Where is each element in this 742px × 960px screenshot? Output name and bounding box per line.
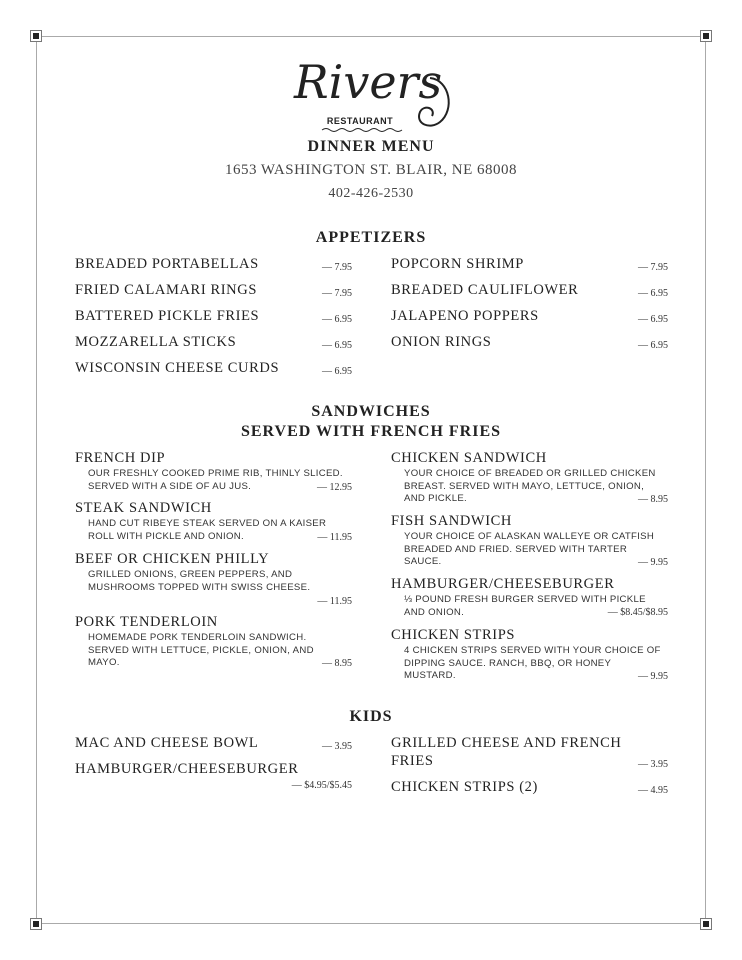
menu-title: DINNER MENU [307, 138, 435, 155]
appetizer-name: ONION RINGS [391, 334, 492, 350]
sandwich-price: — 11.95 [317, 596, 352, 607]
kids-item-price: — 3.95 [638, 759, 668, 770]
sandwich-price: — $8.45/$8.95 [607, 607, 668, 618]
appetizer-name: BREADED PORTABELLAS [75, 256, 259, 272]
svg-text:RESTAURANT: RESTAURANT [326, 116, 394, 126]
kids-item-price: — 3.95 [322, 741, 352, 752]
appetizer-price: — 6.95 [322, 314, 352, 325]
sandwich-description: 4 CHICKEN STRIPS SERVED WITH YOUR CHOICE OF DIPPING SAUCE. RANCH, BBQ, OR HONEY MUSTARD. [404, 645, 661, 681]
kids-item-price: — 4.95 [638, 785, 668, 796]
appetizer-name: BREADED CAULIFLOWER [391, 282, 579, 298]
sandwich-price: — 8.95 [322, 658, 352, 669]
svg-text:Rivers: Rivers [294, 55, 443, 109]
sandwiches-subheading: SERVED WITH FRENCH FRIES [240, 423, 502, 440]
sandwich-description: ⅓ POUND FRESH BURGER SERVED WITH PICKLE AND ONION. [404, 594, 646, 618]
sandwich-description: YOUR CHOICE OF ALASKAN WALLEYE OR CATFISH BREADED AND FRIED. SERVED WITH TARTER SAUCE. [404, 531, 655, 567]
sandwich-description: GRILLED ONIONS, GREEN PEPPERS, AND MUSHROOMS TOPPED WITH SWISS CHEESE. [88, 569, 311, 593]
sandwich-price: — 8.95 [638, 494, 668, 505]
sandwich-name: HAMBURGER/CHEESEBURGER [391, 576, 615, 592]
appetizer-price: — 6.95 [638, 340, 668, 351]
sandwich-description: HAND CUT RIBEYE STEAK SERVED ON A KAISER ROLL WITH PICKLE AND ONION. [88, 518, 327, 542]
appetizer-price: — 6.95 [322, 340, 352, 351]
sandwich-price: — 11.95 [317, 532, 352, 543]
corner-ornament-tr [700, 30, 712, 42]
appetizer-name: BATTERED PICKLE FRIES [75, 308, 260, 324]
corner-ornament-bl [30, 918, 42, 930]
sandwich-price: — 9.95 [638, 557, 668, 568]
sandwich-description: HOMEMADE PORK TENDERLOIN SANDWICH. SERVED WITH LETTUCE, PICKLE, ONION, AND MAYO. [88, 632, 314, 668]
sandwich-name: FRENCH DIP [75, 450, 166, 466]
appetizer-price: — 6.95 [638, 314, 668, 325]
kids-item-name: CHICKEN STRIPS (2) [391, 779, 538, 795]
sandwich-name: PORK TENDERLOIN [75, 614, 218, 630]
appetizers-heading: APPETIZERS [315, 229, 427, 246]
sandwich-name: CHICKEN STRIPS [391, 627, 516, 643]
appetizer-price: — 6.95 [638, 288, 668, 299]
appetizer-price: — 7.95 [322, 262, 352, 273]
sandwiches-heading: SANDWICHES [311, 403, 431, 420]
kids-item-name: GRILLED CHEESE AND FRENCH [391, 735, 622, 751]
kids-item-name-cont: FRIES [391, 753, 434, 769]
appetizer-price: — 6.95 [322, 366, 352, 377]
restaurant-address: 1653 WASHINGTON ST. BLAIR, NE 68008 [224, 162, 518, 178]
kids-item-price: — $4.95/$5.45 [291, 780, 352, 791]
sandwich-description: OUR FRESHLY COOKED PRIME RIB, THINLY SLICED. SERVED WITH A SIDE OF AU JUS. [88, 468, 343, 492]
rivers-logo [280, 40, 460, 135]
sandwich-name: FISH SANDWICH [391, 513, 512, 529]
rivers-logo-icon [280, 40, 460, 135]
sandwich-name: STEAK SANDWICH [75, 500, 212, 516]
sandwich-price: — 12.95 [317, 482, 352, 493]
sandwich-name: BEEF OR CHICKEN PHILLY [75, 551, 270, 567]
kids-item-name: MAC AND CHEESE BOWL [75, 735, 259, 751]
appetizer-name: FRIED CALAMARI RINGS [75, 282, 257, 298]
appetizer-price: — 7.95 [638, 262, 668, 273]
restaurant-phone: 402-426-2530 [328, 186, 414, 201]
appetizer-name: POPCORN SHRIMP [391, 256, 524, 272]
appetizer-price: — 7.95 [322, 288, 352, 299]
sandwich-price: — 9.95 [638, 671, 668, 682]
appetizer-name: WISCONSIN CHEESE CURDS [75, 360, 280, 376]
appetizer-name: MOZZARELLA STICKS [75, 334, 237, 350]
kids-item-name: HAMBURGER/CHEESEBURGER [75, 761, 299, 777]
corner-ornament-tl [30, 30, 42, 42]
sandwich-description: YOUR CHOICE OF BREADED OR GRILLED CHICKEN BREAST. SERVED WITH MAYO, LETTUCE, ONION, AND PICKLE. [404, 468, 656, 504]
kids-heading: KIDS [349, 708, 393, 725]
appetizer-name: JALAPENO POPPERS [391, 308, 539, 324]
sandwich-name: CHICKEN SANDWICH [391, 450, 547, 466]
corner-ornament-br [700, 918, 712, 930]
